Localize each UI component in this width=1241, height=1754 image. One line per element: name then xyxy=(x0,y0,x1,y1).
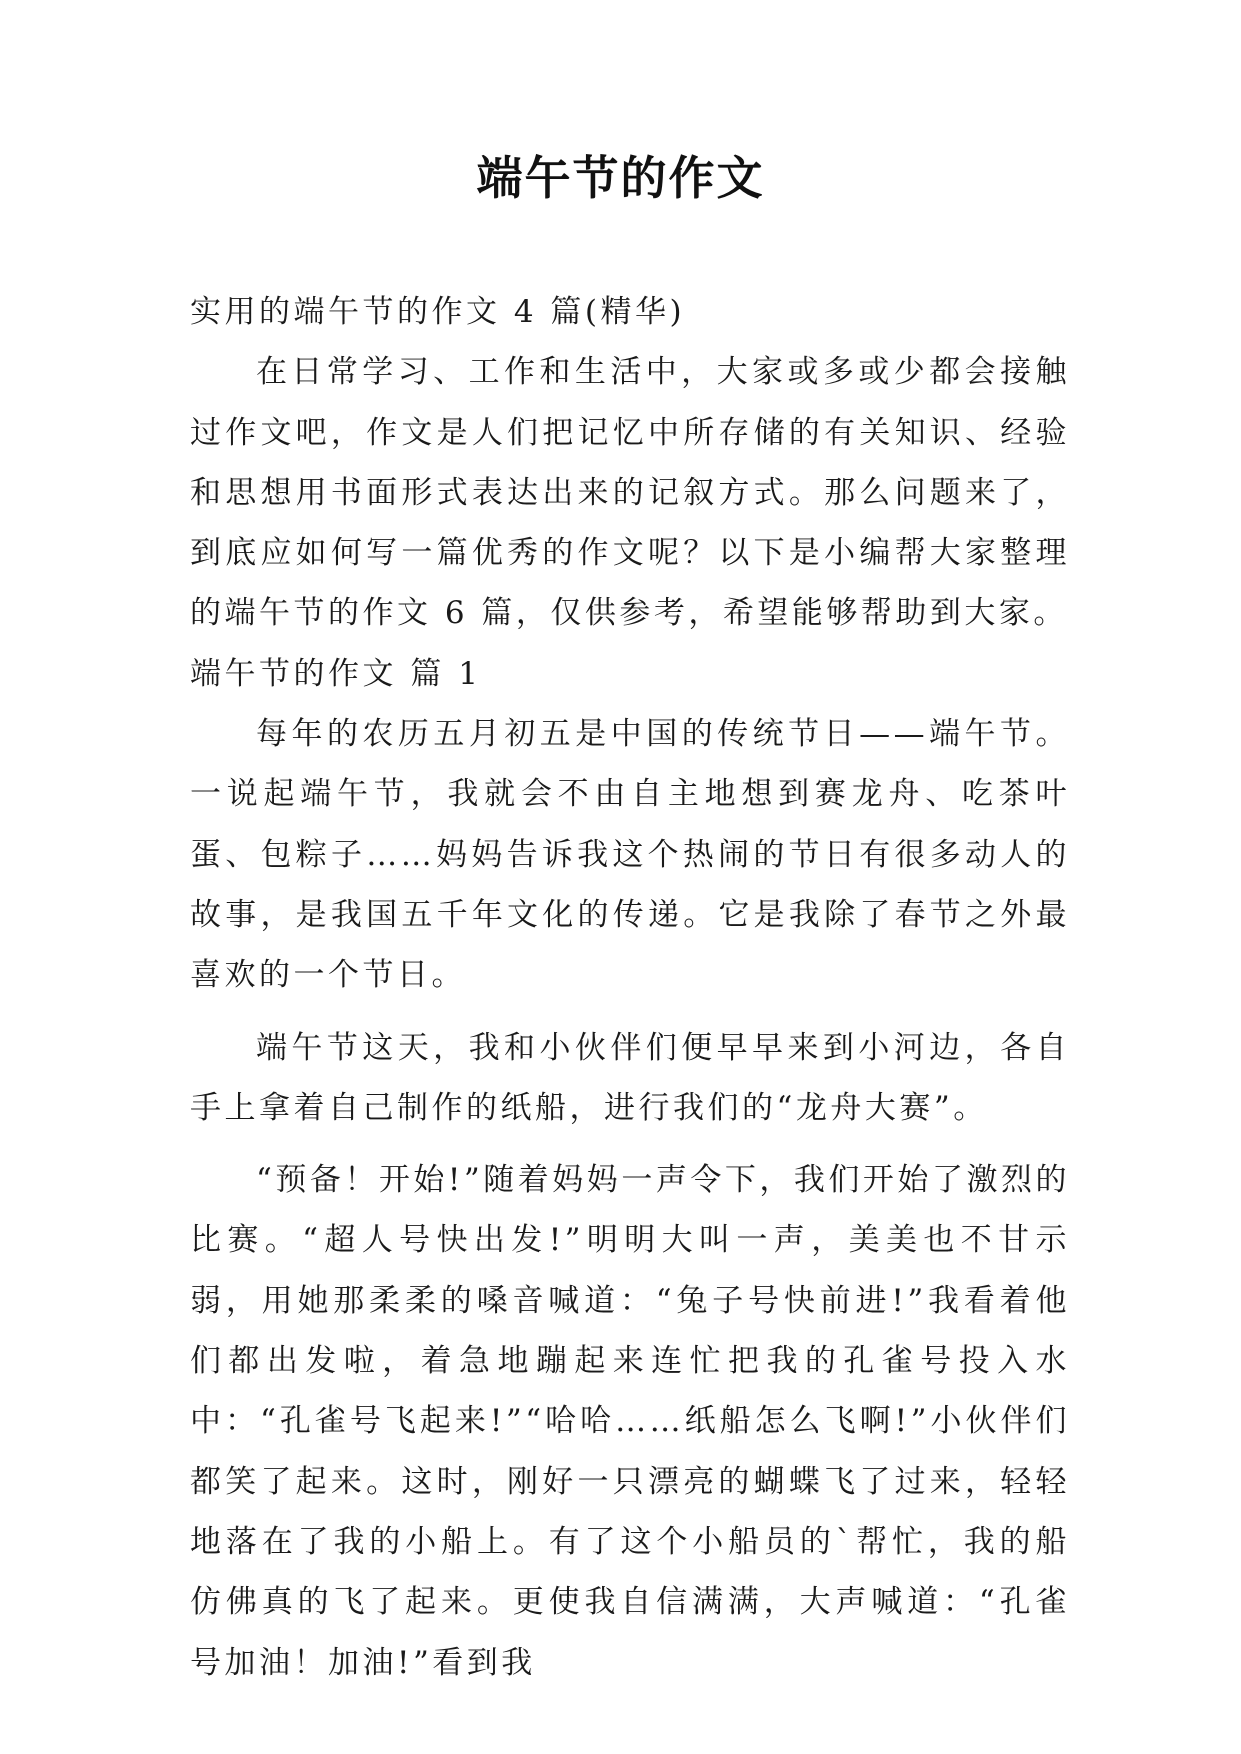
section-heading: 端午节的作文 篇 1 xyxy=(190,655,482,692)
intro-paragraph: 在日常学习、工作和生活中，大家或多或少都会接触过作文吧，作文是人们把记忆中所存储的有关知识、经验和思想用书面形式表达出来的记叙方式。那么问题来了，到底应如何写一篇优秀的作文呢？以下是小编帮大家整理的端午节的作文 6 篇，仅供参考，希望能够帮助到大家。 xyxy=(190,354,1070,632)
subtitle: 实用的端午节的作文 4 篇(精华) xyxy=(190,294,686,330)
paragraph-3: “预备！开始!”随着妈妈一声令下，我们开始了激烈的比赛。“超人号快出发!”明明大叫一声，美美也不甘示弱，用她那柔柔的嗓音喊道：“兔子号快前进!”我看着他们都出发啦，着急地蹦起来连忙把我的孔雀号投入水中：“孔雀号飞起来!”“哈哈……纸船怎么飞啊!”小伙伴们都笑了起来。这时，刚好一只漂亮的蝴蝶飞了过来，轻轻地落在了我的小船上。有了这个小船员的`帮忙，我的船仿佛真的飞了起来。更使我自信满满，大声喊道：“孔雀号加油！加油!”看到我 xyxy=(190,1162,1070,1681)
paragraph-2: 端午节这天，我和小伙伴们便早早来到小河边，各自手上拿着自己制作的纸船，进行我们的“龙舟大赛”。 xyxy=(190,1029,1070,1126)
paragraph-1: 每年的农历五月初五是中国的传统节日——端午节。一说起端午节，我就会不由自主地想到赛龙舟、吃茶叶蛋、包粽子……妈妈告诉我这个热闹的节日有很多动人的故事，是我国五千年文化的传递。它是我除了春节之外最喜欢的一个节日。 xyxy=(190,716,1070,994)
document-body xyxy=(190,282,1070,1693)
document-title: 端午节的作文 xyxy=(476,151,765,205)
